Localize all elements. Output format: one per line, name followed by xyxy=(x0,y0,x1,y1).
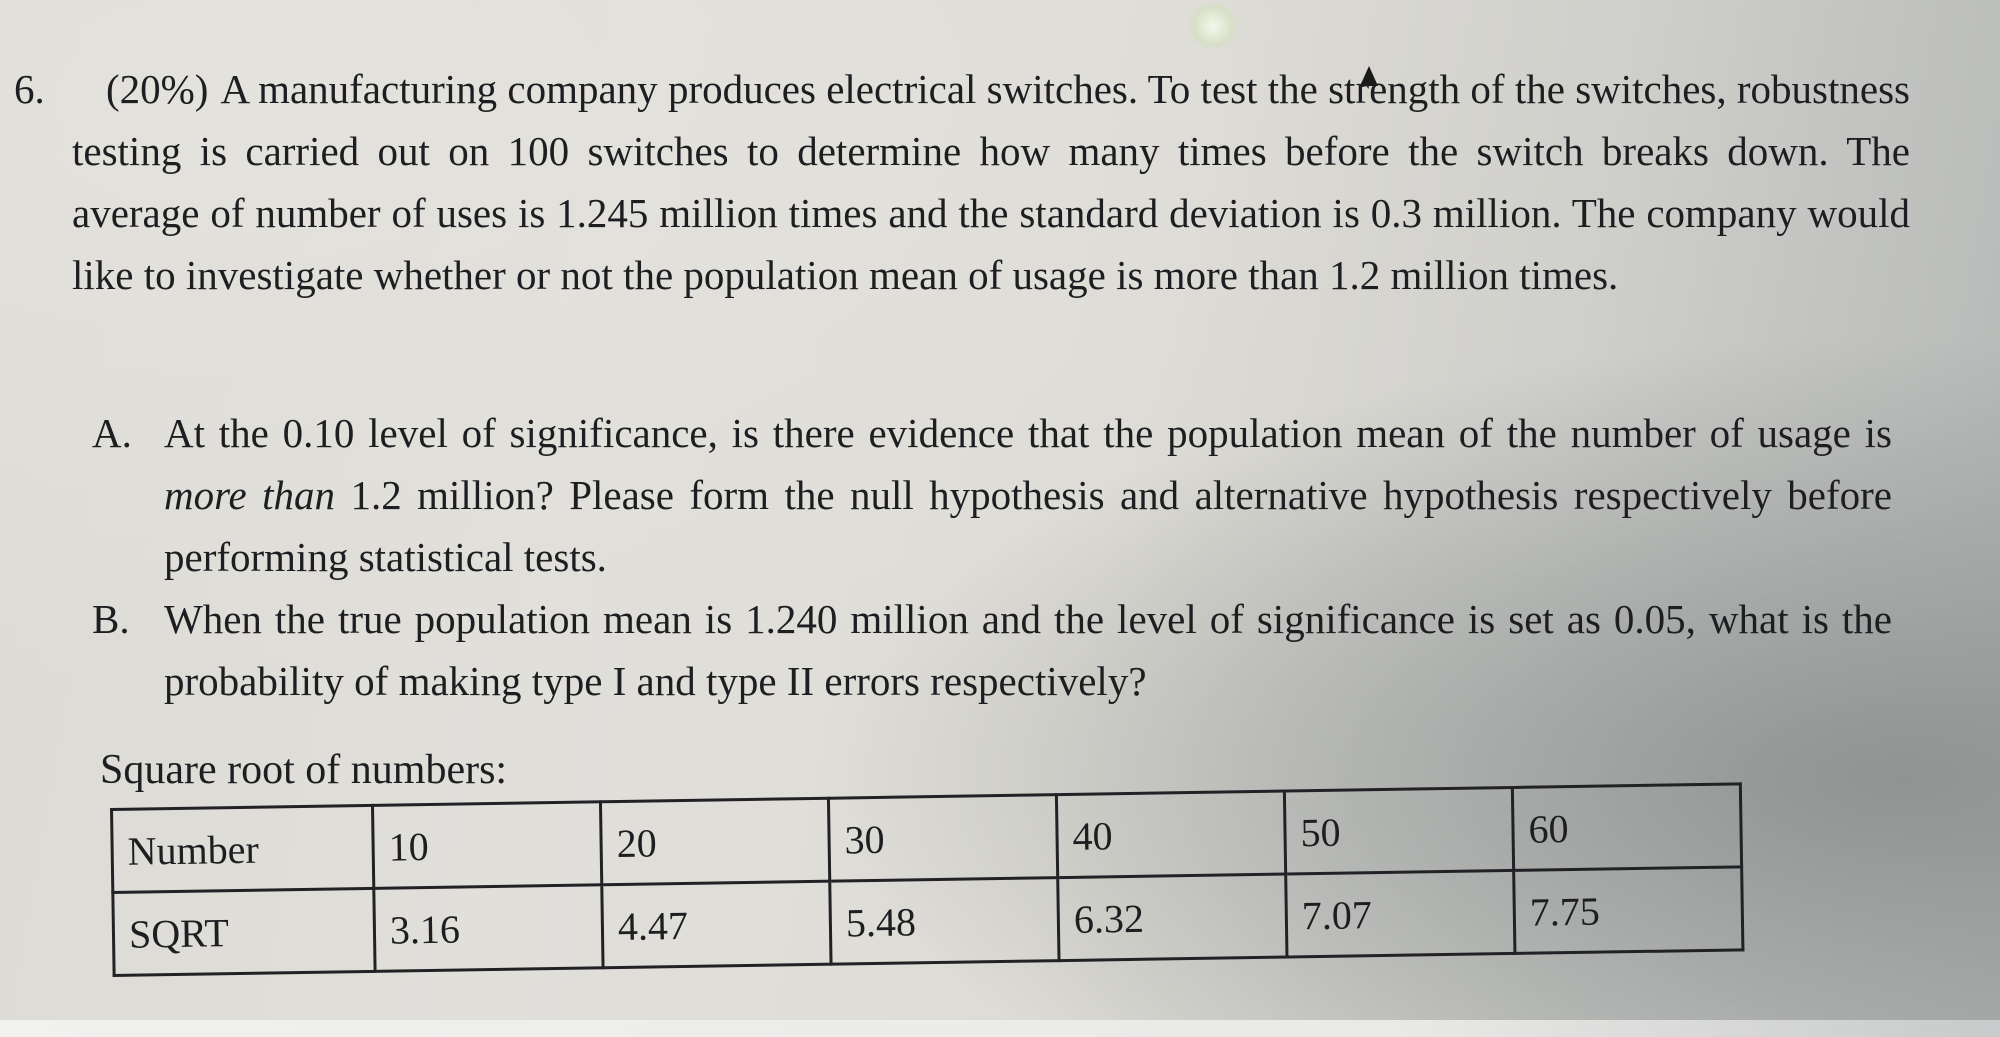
sqrt-cell: 4.47 xyxy=(602,881,831,968)
sub-question-b-text: When the true population mean is 1.240 million and the level of significance is set as 0.05, what is the probability of making type I and type II errors respectively? xyxy=(164,596,1892,704)
sqrt-cell: 5.48 xyxy=(830,878,1059,965)
sub-question-a xyxy=(92,402,1892,588)
row-label-sqrt: SQRT xyxy=(113,888,375,975)
question-weight: (20%) xyxy=(106,66,209,112)
question-6 xyxy=(14,58,1914,306)
sqrt-table xyxy=(110,782,1744,977)
question-stem: A manufacturing company produces electrical switches. To test the strength of the switches, robustness testing is carried out on 100 switches to determine how many times before the switch breaks down. The average of number of uses is 1.245 million times and the standard deviation is 0.3 million. The company would like to investigate whether or not the population mean of usage is more than 1.2 million times. xyxy=(72,66,1910,298)
number-cell: 10 xyxy=(372,802,601,889)
sqrt-cell: 7.75 xyxy=(1514,867,1743,954)
sub-question-b xyxy=(92,588,1892,712)
sqrt-cell: 7.07 xyxy=(1286,870,1515,957)
question-number: 6. xyxy=(14,66,45,112)
sub-question-a-text xyxy=(164,402,1892,588)
question-stem-block xyxy=(72,58,1910,306)
sqrt-cell: 6.32 xyxy=(1058,874,1287,961)
sub-question-a-text-after: 1.2 million? Please form the null hypothesis and alternative hypothesis respectively before performing statistical tests. xyxy=(164,472,1892,580)
sub-question-a-emphasis: more than xyxy=(164,472,336,518)
sqrt-cell: 3.16 xyxy=(374,885,603,972)
sqrt-table-heading: Square root of numbers: xyxy=(100,747,508,793)
number-cell: 50 xyxy=(1284,787,1513,874)
row-label-number: Number xyxy=(112,805,374,892)
sub-question-b-letter: B. xyxy=(92,596,130,642)
number-cell: 40 xyxy=(1056,791,1285,878)
light-glare xyxy=(1186,4,1240,48)
screen-bottom-edge xyxy=(0,1020,2000,1037)
sub-question-a-letter: A. xyxy=(92,410,132,456)
number-cell: 30 xyxy=(828,795,1057,882)
sub-question-a-text-before: At the 0.10 level of significance, is there evidence that the population mean of the number of usage is xyxy=(164,410,1892,456)
number-cell: 20 xyxy=(600,798,829,885)
number-cell: 60 xyxy=(1512,784,1741,871)
